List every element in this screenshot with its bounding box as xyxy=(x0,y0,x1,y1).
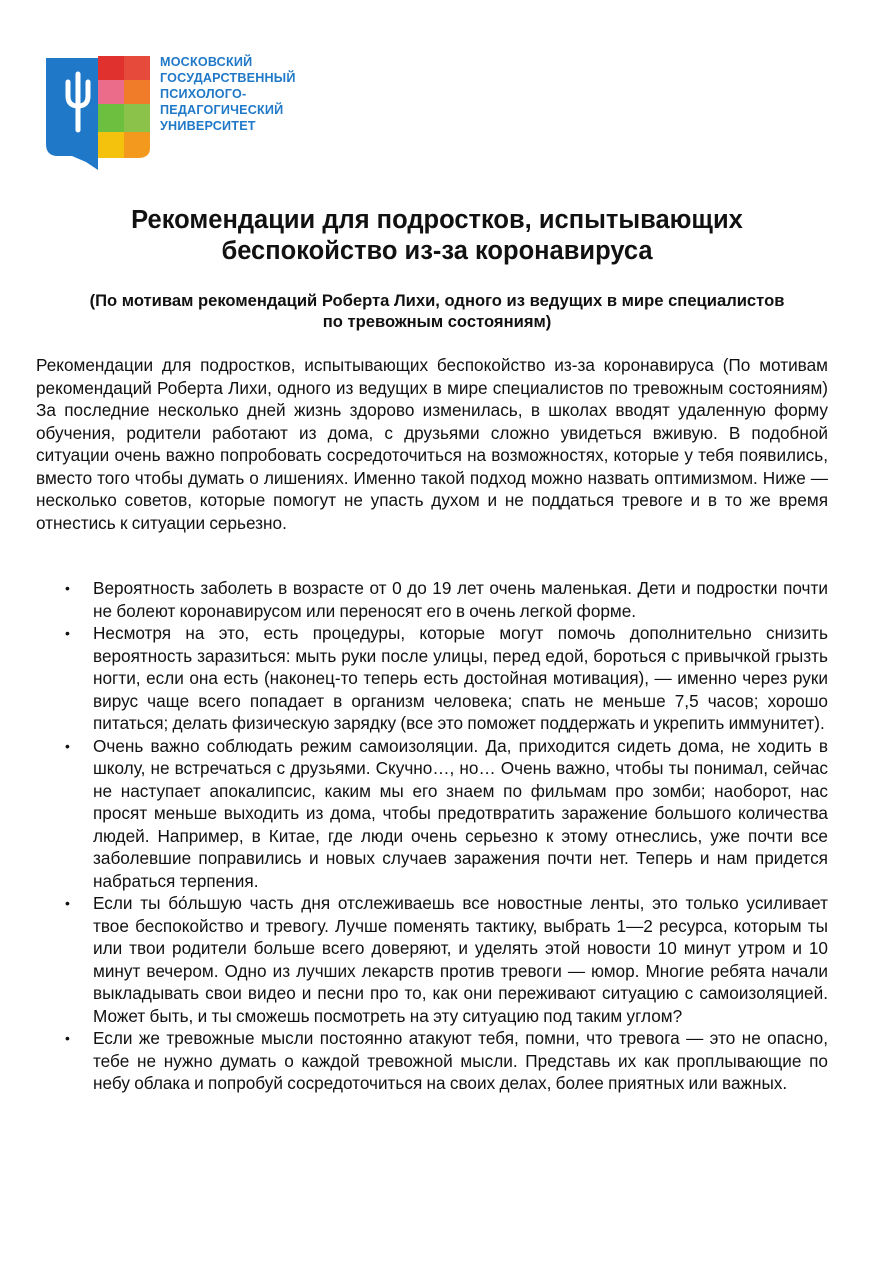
university-logo xyxy=(46,52,150,170)
list-item xyxy=(36,735,828,893)
document-title xyxy=(40,205,834,267)
subtitle-line: (По мотивам рекомендаций Роберта Лихи, одного из ведущих в мире специалистов xyxy=(89,291,785,310)
list-item-text: Несмотря на это, есть процедуры, которые могут помочь дополнительно снизить вероятность заразиться: мыть руки после улицы, перед едой, бороться с привычкой грызть ногти, если она есть (наконец-то теперь есть достойная мотивация), — именно через руки вирус чаще всего попадает в организм человека; спать не меньше 7,5 часов; хорошо питаться; делать физическую зарядку (все это поможет поддержать и укрепить иммунитет). xyxy=(93,623,828,733)
subtitle-line: по тревожным состояниям) xyxy=(322,312,552,331)
university-name-line: МОСКОВСКИЙ xyxy=(160,55,253,69)
list-item-text: Если ты бо́льшую часть дня отслеживаешь все новостные ленты, это только усиливает твое беспокойство и тревогу. Лучше поменять тактику, выбрать 1—2 ресурса, которым ты или твои родители больше всего доверяют, и уделять этой новости 10 минут утром и 10 минут вечером. Одно из лучших лекарств против тревоги — юмор. Многие ребята начали выкладывать свои видео и песни про то, как они переживают ситуацию с самоизоляцией. Может быть, и ты сможешь посмотреть на эту ситуацию под таким углом? xyxy=(93,893,828,1026)
university-name xyxy=(160,54,296,134)
list-item xyxy=(36,622,828,735)
bullet-icon: • xyxy=(65,580,70,596)
list-item xyxy=(36,577,828,622)
header xyxy=(46,52,346,172)
university-name-line: УНИВЕРСИТЕТ xyxy=(160,119,256,133)
bullet-icon: • xyxy=(65,895,70,911)
list-item-text: Очень важно соблюдать режим самоизоляции. Да, приходится сидеть дома, не ходить в школу, не встречаться с друзьями. Скучно…, но… Очень важно, чтобы ты понимал, сейчас не наступает апокалипсис, каким мы его знаем по фильмам про зомби; наоборот, нас просят меньше выходить из дома, чтобы предотвратить заражение большого количества людей. Например, в Китае, где люди очень серьезно к этому отнеслись, уже почти все заболевшие поправились и новых случаев заражения почти нет. Теперь и нам придется набраться терпения. xyxy=(93,735,828,891)
university-name-line: ГОСУДАРСТВЕННЫЙ xyxy=(160,71,296,85)
list-item xyxy=(36,1027,828,1095)
list-item xyxy=(36,892,828,1027)
title-line: беспокойство из-за коронавируса xyxy=(221,237,653,265)
intro-paragraph: Рекомендации для подростков, испытывающих беспокойство из-за коронавируса (По мотивам рекомендаций Роберта Лихи, одного из ведущих в мире специалистов по тревожным состояниям) За последние несколько дней жизнь здорово изменилась, в школах вводят удаленную форму обучения, родители работают из дома, с друзьями сложно увидеться вживую. В подобной ситуации очень важно попробовать сосредоточиться на возможностях, которые у тебя появились, вместо того чтобы думать о лишениях. Именно такой подход можно назвать оптимизмом. Ниже — несколько советов, которые помогут не упасть духом и не поддаться тревоге и в то же время отнестись к ситуации серьезно. xyxy=(36,355,828,533)
bullet-icon: • xyxy=(65,737,70,754)
bullet-icon: • xyxy=(65,1030,70,1046)
list-item-text: Если же тревожные мысли постоянно атакуют тебя, помни, что тревога — это не опасно, тебе не нужно думать о каждой тревожной мысли. Представь их как проплывающие по небу облака и попробуй сосредоточиться на своих делах, более приятных или важных. xyxy=(93,1028,828,1093)
bullet-icon: • xyxy=(65,625,70,641)
document-subtitle xyxy=(30,290,844,332)
list-item-text: Вероятность заболеть в возрасте от 0 до 19 лет очень маленькая. Дети и подростки почти не болеют коронавирусом или переносят его в очень легкой форме. xyxy=(93,578,828,621)
title-line: Рекомендации для подростков, испытывающих xyxy=(131,206,743,234)
recommendations-list xyxy=(36,577,828,1095)
university-name-line: ПСИХОЛОГО- xyxy=(160,87,247,101)
university-name-line: ПЕДАГОГИЧЕСКИЙ xyxy=(160,103,284,117)
